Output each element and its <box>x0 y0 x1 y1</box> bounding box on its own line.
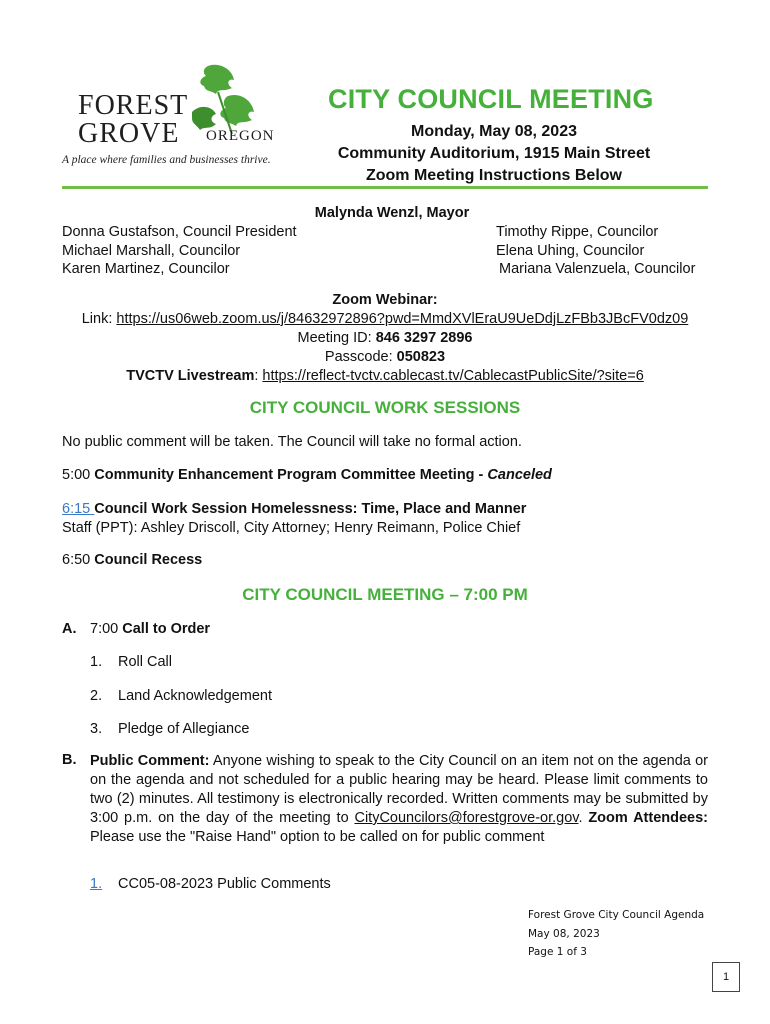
sub-item-text: Land Acknowledgement <box>118 688 272 704</box>
work-sessions-heading: CITY COUNCIL WORK SESSIONS <box>249 398 521 417</box>
zoom-attendees-text: Please use the "Raise Hand" option to be called on for public comment <box>90 829 545 845</box>
logo-oregon-text: OREGON <box>206 128 275 144</box>
header-divider <box>62 186 708 189</box>
footer-page: Page 1 of 3 <box>528 946 587 958</box>
item-time-link[interactable]: 6:15 <box>62 501 95 517</box>
item-status: Canceled <box>487 467 552 483</box>
tvctv-link[interactable]: https://reflect-tvctv.cablecast.tv/CablecastPublicSite/?site=6 <box>262 368 644 384</box>
zoom-heading: Zoom Webinar: <box>332 292 438 308</box>
zoom-info <box>0 291 770 386</box>
councilor-name: Donna Gustafson, Council President <box>62 224 297 240</box>
meeting-id: 846 3297 2896 <box>375 330 473 346</box>
public-comment-text: Anyone wishing to speak to the City Council on an item not on the agenda or on the agenda and not scheduled for a public hearing may be heard. Please limit comments to two (2) minutes. All testimony is electronically recorded. Written comments may be submitted by 3:00 p.m. on the day of the meeting to <box>90 753 708 826</box>
page-number-box: 1 <box>712 962 740 992</box>
council-list-right <box>496 223 695 279</box>
public-comment-label: Public Comment: <box>90 753 210 769</box>
sub-item-text: Pledge of Allegiance <box>118 721 250 737</box>
logo-tagline: A place where families and businesses thrive. <box>62 154 271 166</box>
tvctv-label: TVCTV Livestream <box>126 368 255 384</box>
meeting-id-label: Meeting ID: <box>297 330 376 346</box>
meeting-title: CITY COUNCIL MEETING <box>328 84 654 114</box>
councilor-name: Mariana Valenzuela, Councilor <box>499 261 696 277</box>
item-time: 6:50 <box>62 552 95 568</box>
sub-item-number: 3. <box>90 721 103 737</box>
work-sessions-note: No public comment will be taken. The Council will take no formal action. <box>62 434 522 450</box>
zoom-link-line <box>0 310 770 329</box>
council-list-left <box>62 223 297 279</box>
work-session-item-1 <box>62 466 552 485</box>
page-footer <box>528 906 704 962</box>
sub-item-number: 2. <box>90 688 103 704</box>
item-title: Call to Order <box>122 621 211 637</box>
meeting-date: Monday, May 08, 2023 <box>411 123 577 140</box>
councilor-name: Timothy Rippe, Councilor <box>496 224 659 240</box>
work-session-item-2 <box>62 500 526 537</box>
zoom-link-label: Link: <box>81 311 117 327</box>
meeting-location: Community Auditorium, 1915 Main Street <box>337 145 651 162</box>
zoom-attendees-label: Zoom Attendees: <box>588 810 708 826</box>
logo-grove-text: GROVE <box>78 118 180 149</box>
item-title: Community Enhancement Program Committee Meeting - <box>94 467 488 483</box>
item-staff: Staff (PPT): Ashley Driscoll, City Attorney; Henry Reimann, Police Chief <box>62 519 521 536</box>
meeting-section-heading: CITY COUNCIL MEETING – 7:00 PM <box>242 585 528 604</box>
tvctv-separator: : <box>254 368 263 384</box>
item-title: Council Work Session Homelessness: Time, Place and Manner <box>94 501 527 517</box>
council-email-link[interactable]: CityCouncilors@forestgrove-or.gov <box>354 810 579 826</box>
councilor-name: Karen Martinez, Councilor <box>62 261 230 277</box>
zoom-link[interactable]: https://us06web.zoom.us/j/84632972896?pwd=MmdXVlEraU9UeDdjLzFBb3JBcFV0dz09 <box>116 311 689 327</box>
city-logo <box>60 62 300 172</box>
public-comment-paragraph <box>90 752 708 847</box>
item-time: 7:00 <box>90 621 123 637</box>
meeting-id-line <box>0 329 770 348</box>
sub-item-number: 1. <box>90 654 103 670</box>
passcode-label: Passcode: <box>324 349 397 365</box>
passcode: 050823 <box>396 349 446 365</box>
passcode-line <box>0 348 770 367</box>
agenda-item-a <box>90 621 210 637</box>
footer-date: May 08, 2023 <box>528 927 600 940</box>
councilor-name: Elena Uhing, Councilor <box>496 242 645 259</box>
councilor-name: Michael Marshall, Councilor <box>62 242 241 259</box>
agenda-letter-b: B. <box>62 752 77 768</box>
agenda-letter-a: A. <box>62 621 77 637</box>
period: . <box>578 810 589 826</box>
logo-forest-text: FOREST <box>78 90 189 121</box>
tvctv-line <box>0 367 770 386</box>
footer-title: Forest Grove City Council Agenda <box>528 909 705 921</box>
zoom-note: Zoom Meeting Instructions Below <box>365 167 622 184</box>
meeting-header-info <box>316 121 672 187</box>
sub-item-text: Roll Call <box>118 654 172 670</box>
item-title: Council Recess <box>94 552 203 568</box>
work-session-item-3 <box>62 551 202 570</box>
item-time: 5:00 <box>62 467 95 483</box>
public-comments-doc: CC05-08-2023 Public Comments <box>118 876 331 892</box>
public-comments-link-number[interactable]: 1. <box>90 876 103 892</box>
mayor-name: Malynda Wenzl, Mayor <box>314 205 470 221</box>
